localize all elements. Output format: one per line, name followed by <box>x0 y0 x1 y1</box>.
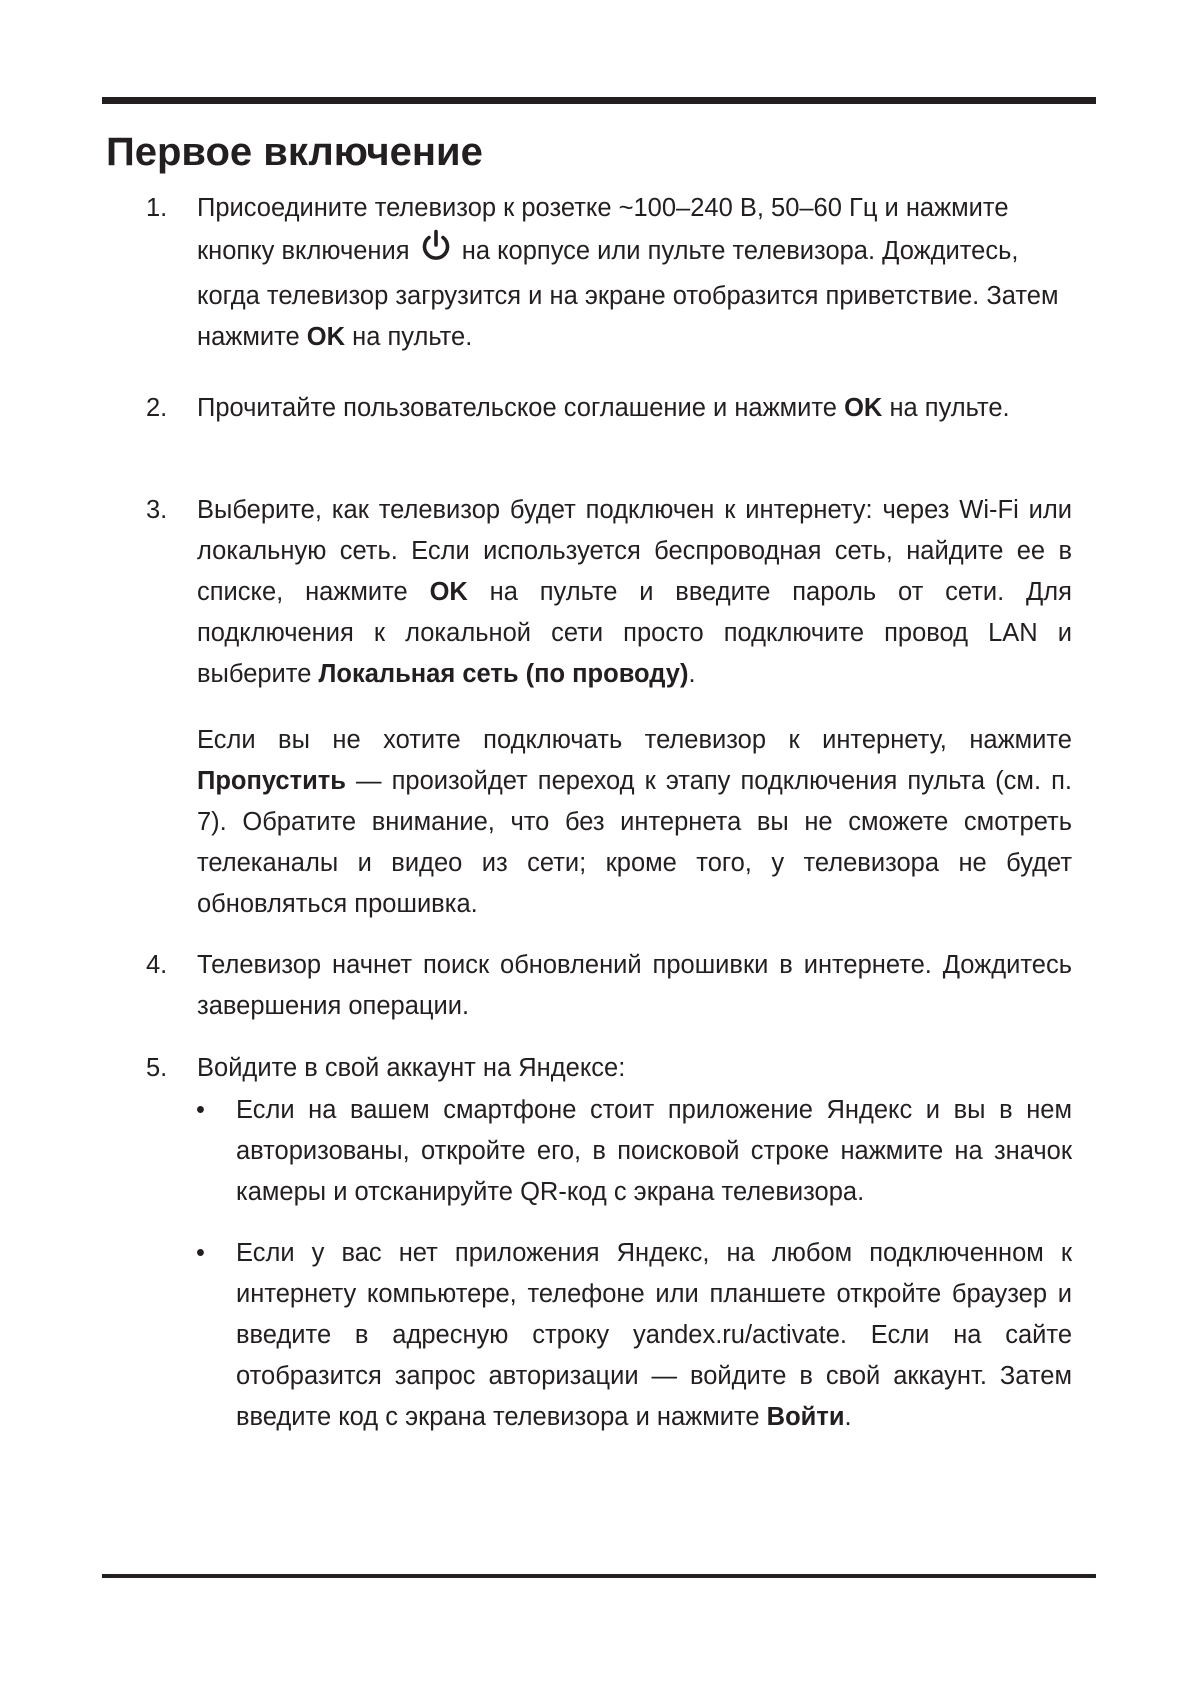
step-3-note: Если вы не хотите подключать телевизор к интернету, нажмите Пропустить — произойдет переход к этапу подключения пульта (см. п. 7). Обратите внимание, что без интернета вы не сможете смотреть телеканалы и видео из сети; кроме того, у телевизора не будет обновляться прошивка. <box>197 726 1072 918</box>
step-number: 4. <box>146 951 168 979</box>
step-text: Прочитайте пользовательское соглашение и нажмите OK на пульте. <box>197 394 1010 422</box>
step-number: 3. <box>146 496 168 524</box>
step-1 <box>146 188 1072 358</box>
step-text: Присоедините телевизор к розетке ~100–240 В, 50–60 Гц и нажмите кнопку включения на корпусе или пульте телевизора. Дождитесь, когда телевизор загрузится и на экране отобразится приветствие. Затем нажмите OK на пульте. <box>197 194 1059 351</box>
top-rule <box>102 97 1096 104</box>
bullet-icon: • <box>196 1096 205 1124</box>
bottom-rule <box>102 1574 1096 1578</box>
step-text: Телевизор начнет поиск обновлений прошивки в интернете. Дождитесь завершения операции. <box>197 951 1072 1020</box>
step-text: Выберите, как телевизор будет подключен к интернету: через Wi-Fi или локальную сеть. Если используется беспроводная сеть, найдите ее в списке, нажмите OK на пульте и введите пароль от сети. Для подключения к локальной сети просто подключите провод LAN и выберите Локальная сеть (по проводу). <box>197 496 1072 688</box>
page-title: Первое включение <box>106 130 483 174</box>
power-icon <box>419 229 453 276</box>
step-2 <box>146 388 1072 429</box>
bullet-item-2 <box>196 1233 1072 1438</box>
step-4 <box>146 945 1072 1027</box>
bullet-item-1 <box>196 1090 1072 1213</box>
step-3 <box>146 490 1072 695</box>
step-5 <box>146 1048 1072 1089</box>
step-number: 5. <box>146 1054 168 1082</box>
step-text: Войдите в свой аккаунт на Яндексе: <box>197 1054 626 1082</box>
bullet-text: Если у вас нет приложения Яндекс, на любом подключенном к интернету компьютере, телефоне или планшете откройте браузер и введите в адресную строку yandex.ru/activate. Если на сайте отобразится запрос авторизации — войдите в свой аккаунт. Затем введите код с экрана телевизора и нажмите Войти. <box>236 1239 1072 1431</box>
bullet-icon: • <box>196 1239 205 1267</box>
step-number: 1. <box>146 194 168 222</box>
step-number: 2. <box>146 394 168 422</box>
bullet-text: Если на вашем смартфоне стоит приложение Яндекс и вы в нем авторизованы, откройте его, в поисковой строке нажмите на значок камеры и отсканируйте QR-код с экрана телевизора. <box>236 1096 1072 1206</box>
